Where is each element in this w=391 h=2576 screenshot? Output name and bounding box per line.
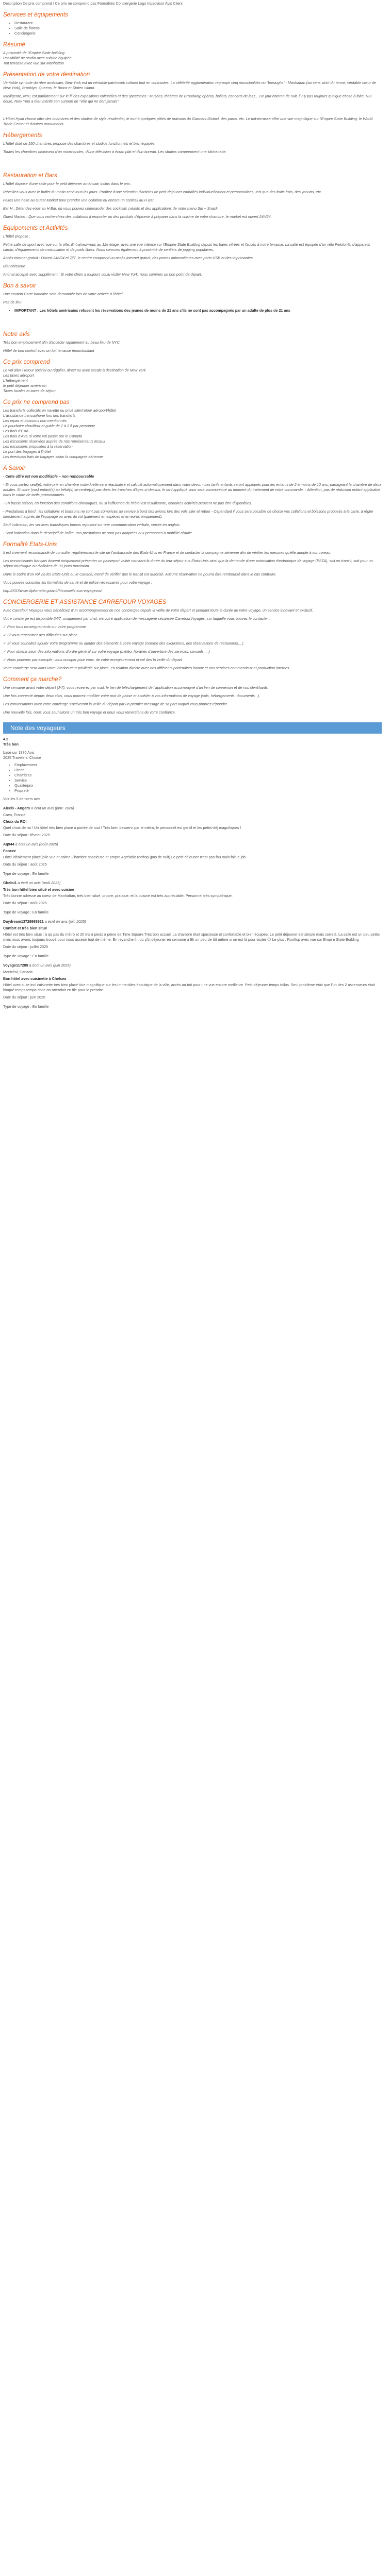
- review-body: Hôtel avec suite incl cuisinette très bien placé Vue magnifique sur les immeubles écoutique de la ville, accès au toit pour une vue encore meilleure. Petit déjeuner temps toilus. Seul problème était que l'un des 2 ascenseurs était bloqué temps temps donc on attendait en file pour le prendre.: [3, 982, 375, 992]
- review-item: [3, 919, 382, 950]
- paragraph: Une nouvelle fois, nous vous souhaitons un très bon voyage et nous vous remercions de votre confiance.: [3, 710, 176, 715]
- paragraph: Réveillez-vous avec le buffet du matin servi tous les jours. Profitez d'une sélection d'articles de petit-déjeuner emballés individuellement et personnalisés, tels que des fruits frais, des yaourts, etc.: [3, 190, 322, 194]
- review-trip-type: Type de voyage : En famille: [3, 1004, 49, 1009]
- travelers-choice: 2025 Travelers' Choice: [3, 755, 41, 760]
- paragraph: L'hôtel doté de 150 chambres propose des chambres et studios fonctionnels et bien équipés.: [3, 141, 156, 146]
- review-author: Alexis - Angers a écrit un avis (janv. 2026): [3, 806, 74, 810]
- list-item: • Literie: [14, 768, 382, 773]
- rating-value: 4.2: [3, 737, 8, 741]
- paragraph: - Sauf indication dans le descriptif de l'offre, nos prestations ne sont pas adaptées aux personnes à mobilité réduite.: [3, 531, 193, 535]
- list-item: ✓ Pour obtenir avoir des informations d'ordre général sur votre voyage (météo, horaires d'ouverture des services, conseils, ...): [3, 649, 210, 654]
- paragraph: Hôtel de bon confort avec un toit terrasse époustouflant: [3, 348, 94, 353]
- list-item: Le vol aller / retour spécial ou régulier, direct ou avec escale à destination de New York: [3, 368, 146, 372]
- paragraph: - Cette offre est non modifiable – non remboursable: [3, 474, 94, 479]
- reviews-list: [3, 806, 382, 1009]
- list-item: ✓ Pour tous renseignements sur votre programme: [3, 624, 86, 629]
- paragraph: Véritable symbole du rêve américain, New York est un véritable patchwork culturel tout en contrastes. La célébrité agglomération regroupe cinq municipalités ou "boroughs" : Manhattan (au sens strict du terme, véritable cœur de New York), Brooklyn, Queens, le Bronx et Staten Island.: [3, 80, 376, 90]
- review-trip-type: Type de voyage : En famille: [3, 910, 49, 914]
- review-item: [3, 954, 382, 959]
- paragraph: Guest Market : Que vous recherchiez des collations à emporter ou des produits d'épicerie à préparer dans la cuisine de votre chambre, le market est ouvert 24h/24.: [3, 214, 272, 219]
- prix-ne-comprend-title: Ce prix ne comprend pas: [3, 399, 70, 405]
- review-title: Choix du ROI: [3, 819, 27, 824]
- paragraph: Toutes les chambres disposent d'un micro-ondes, d'une télévision à écran plat et d'un bureau. Les studios comprennent une kitchenette.: [3, 149, 227, 154]
- criteria-list: [3, 762, 382, 793]
- paragraph: Sauf indication, les services touristiques fournis reposent sur une communication verbale, verrée en anglais: [3, 522, 180, 527]
- notre-avis-title: Notre avis: [3, 331, 30, 337]
- review-trip-type: Type de voyage : En famille: [3, 871, 49, 876]
- review-stay-date: Date du séjour : juillet 2025: [3, 944, 48, 949]
- review-author: Aq944 a écrit un avis (août 2025): [3, 842, 58, 846]
- resume-line: A proximité de l'Empire State building: [3, 50, 64, 55]
- paragraph: Accès internet gratuit : Ouvert 24h/24 et 7j/7, le centre comprend un accès Internet gratuit, des postes informatiques avec ports USB et des imprimantes.: [3, 256, 254, 260]
- paragraph: Votre concierge est disponible 24/7, uniquement par chat, via votre application de messagerie sécurisée CarrefourVoyages, sur laquelle vous pouvez le contacter :: [3, 616, 270, 621]
- review-title: Foncez: [3, 849, 16, 853]
- bon-savoir-title: Bon à savoir: [3, 283, 36, 289]
- list-item: • Salle de fitness: [14, 26, 382, 31]
- review-body: Hôtel est très bien situé : à qq pas du métro et 20 ms à pieds à peine de Time Square Très bon accueil La chambre était spacieuse et confortable et bien équipée. Le petit déjeuner est simple mais correct. La salle est un peu petite mais nous avons toujours trouvé pour nous asseoir tout de même. En revanche fin du p'tit déjeuner en semaine à 9h un peu de tôt même si on est là pour visiter 😉 Le plus : Rooftop avec vue sur Empire State Building: [3, 932, 380, 942]
- diplomatie-link[interactable]: http://XXXwww.diplomatie.gouv.fr/fr/conseils-aux-voyageurs/: [3, 588, 102, 593]
- tab-links[interactable]: Description Ce prix comprend / Ce prix ne comprend pas Formalités Conciergerie Logo tripadvisor Avis Client: [3, 1, 183, 6]
- prix-comprend-title: Ce prix comprend: [3, 359, 50, 365]
- review-item: [3, 880, 382, 906]
- paragraph: Animal accepté avec supplément : Si votre chien a toujours voulu visiter New York, nous sommes un bon point de départ.: [3, 272, 202, 277]
- comment-title: Comment ça marche?: [3, 676, 62, 683]
- paragraph: Votre concierge sera alors votre interlocuteur privilégié sur place, en relation directe avec nos différents partenaires locaux et nos services commerciaux et production internes.: [3, 666, 290, 670]
- resume-title: Résumé: [3, 42, 25, 48]
- paragraph: - Si vous partez seul(e), votre prix en chambre individuelle sera réactualisé et calculé automatiquement dans votre devis. - Les tarifs enfants seront appliqués pour les enfants de 2 à moins de 12 ans, partageant la chambre de deux adultes. Si votre (vos) enfant(s) au bébé(s) se rentre(nt) pas dans les tranches d'âges ci-dessus, le tarif appliqué vous sera communiqué au moment du traitement de votre commande. - Attention, pas de réduction enfant applicable dans le cadre de tarifs promotionnels.: [3, 482, 382, 497]
- list-item: ✓ Si vous souhaitez ajouter votre programme ou ajouter des éléments à votre voyage (comme des excursions, des réservations de restaurants,...): [3, 641, 243, 646]
- review-stay-date: Date du séjour : août 2025: [3, 901, 47, 905]
- resume-line: Toit terrasse avec vue sur Manhattan: [3, 61, 64, 65]
- review-stay-date: Date du séjour : février 2025: [3, 833, 50, 837]
- paragraph: Vous pouvez consulter les formalités de santé et de police nécessaires pour votre voyage :: [3, 580, 152, 585]
- rating-label: Très bon: [3, 742, 19, 747]
- review-item: [3, 910, 382, 915]
- review-stay-date: Date du séjour : août 2025: [3, 862, 47, 867]
- important-list: [3, 308, 382, 313]
- list-item: • Restaurant: [14, 21, 382, 26]
- review-item: [3, 1004, 382, 1009]
- review-item: [3, 871, 382, 876]
- list-item: Taxes locales et taxes de séjour: [3, 388, 56, 393]
- list-item: • Qualité/prix: [14, 783, 382, 788]
- list-item: ✓ Nous pouvons par exemple, vous occuper pour vous, de votre enregistrement et vol des la veille du départ: [3, 657, 182, 662]
- paragraph: Bar H : Détendez-vous au H Bar, où vous pouvez commander des cocktails créatifs et des applications de notre menu Sip + Snack.: [3, 206, 219, 211]
- paragraph: Faites une halte au Guest Market pour prendre une collation ou encore un cocktail au H Bar.: [3, 198, 155, 202]
- list-item: Le port des bagages à l'hôtel: [3, 449, 51, 454]
- list-item: • Emplacement: [14, 762, 382, 768]
- paragraph: L'Hôtel Hyatt House offre des chambres et des studios de style résidentiel, le tout à quelques pâtés de maisons du Garment District, des parcs, etc. Le toit-terrasse offre une vue magnifique sur l'Empire State Building, le World Trade Center et d'autres monuments.: [3, 116, 373, 126]
- paragraph: Il est vivement recommandé de consulter régulièrement le site de l'ambassade des Etats-Unis en France et de contacter la compagnie aérienne afin de vérifier les mesures qu'elle adopte à son niveau.: [3, 550, 332, 555]
- restauration-title: Restauration et Bars: [3, 173, 57, 179]
- review-body: Hôtel idéalement placé jolie vue et calme Chambre spacieuse et propre Agréable rooftop (pas de nuit) Le petit déjeuner n'est pas fou mais fait le job: [3, 855, 246, 859]
- review-author: Gbeloi1 a écrit un avis (août 2025): [3, 880, 61, 885]
- paragraph: Intelligente, NYC est parfaitement sur le fil des expositions culturelles et des spectacles : Musées, théâtres de Broadway, opéras, ballets, concerts de jazz... De jour comme de nuit, il n'y pas toujours quelque chose à faire. Nul doute, New York a bien mérité son surnom de "ville qui ne dort jamais".: [3, 94, 371, 104]
- paragraph: Les ressortissants français doivent uniquement présenter un passeport valide couvrant la durée du leur séjour aux États-Unis ainsi que la demande d'une autorisation électronique de voyage (ESTA), soit en transit, soit pour un séjour touristique ou d'affaires de 90 jours maximum.: [3, 558, 373, 568]
- list-item: • Propreté: [14, 788, 382, 793]
- paragraph: Les conversations avec votre concierge s'activeront la veille du départ par un premier message de sa part auquel vous pourrez répondre.: [3, 702, 229, 706]
- review-author: Voyage117289 a écrit un avis (juin 2025): [3, 963, 71, 968]
- equipements-title: Equipements et Activités: [3, 225, 68, 231]
- list-item: Les taxes aéroport: [3, 373, 34, 378]
- review-location: Montréal, Canada: [3, 970, 33, 974]
- list-item: Les frais d'Esta: [3, 429, 28, 433]
- resume-line: Possibilité de studio avec cuisine équipée: [3, 56, 72, 60]
- review-trip-type: Type de voyage : En famille: [3, 954, 49, 958]
- list-item: Les excursions proposées à la réservation: [3, 444, 73, 449]
- list-item: Les frais d'AVE si votre vol passe par le Canada: [3, 434, 83, 438]
- review-item: [3, 963, 382, 1000]
- a-savoir-title: A Savoir: [3, 465, 26, 471]
- paragraph: Une fois connecté depuis deux clics, vous pourrez modifier votre mot de passe et accéder à vos informations de voyage (vols, hébergements, documents...).: [3, 693, 260, 698]
- formalite-title: Formalité Etats-Unis: [3, 541, 57, 548]
- paragraph: Une caution Carte bancaire sera demandée lors de votre arrivée à l'hôtel.: [3, 292, 124, 296]
- review-item: [3, 806, 382, 838]
- paragraph: L'hôtel propose :: [3, 234, 30, 239]
- paragraph: Très bon emplacement afin d'accéder rapidement au beau lieu de NYC.: [3, 340, 121, 345]
- based-on: basé sur 1370 Avis: [3, 750, 35, 755]
- list-item: Les transferts collectifs en navette ou privé aller/retour aéroport/hôtel: [3, 408, 116, 413]
- list-item: Les excursions réservées auprès de nos représentants locaux: [3, 439, 105, 444]
- paragraph: Avec Carrefour Voyages vous bénéficiez d'un accompagnement de nos concierges depuis la veille de votre départ et pendant toute la durée de votre voyage, un service innovant et exclusif.: [3, 608, 313, 613]
- review-title: Très bon hôtel bien situé et avec cuisine: [3, 887, 74, 892]
- paragraph: Une semaine avant votre départ (J-7), vous recevrez par mail, le lien de téléchargement de l'application accompagné d'un lien de connexion et de vos identifiants.: [3, 685, 269, 690]
- paragraph: L'hôtel dispose d'une salle pour le petit déjeuner américain inclus dans le prix.: [3, 181, 131, 186]
- paragraph: - En basse saison, en fonction des conditions climatiques, ou si l'affluence de l'hôtel est insuffisante, certaines activités peuvent ne pas être disponibles.: [3, 501, 252, 505]
- list-item: • Conciergerie: [14, 31, 382, 36]
- review-title: Bon hôtel avec cuisinette à Chelsea: [3, 976, 67, 981]
- list-item: L'hébergement: [3, 378, 28, 383]
- paragraph: - Prestations à bord : les collations et boissons ne sont pas comprises au service à bord des avions lors des vols aller et retour - Cependant il vous sera possible de choisir vos collations et boissons proposés à la carte, à régler directement auprès de l'équipage ou avec du vol (paiement en espèces et en euros uniquement).: [3, 509, 373, 519]
- services-list: [3, 21, 382, 36]
- list-item: • Chambres: [14, 773, 382, 778]
- paragraph: Pas de lieu: [3, 300, 22, 304]
- review-stay-date: Date du séjour : juin 2025: [3, 995, 45, 999]
- list-item: Le pourboire chauffeur et guide de 1 à 2 $ par personne: [3, 423, 95, 428]
- review-body: Quel choix de roi ! Un hôtel très bien placé à portée de tout ! Très bien desservi par le métro, le personnel est gentil et les petits-déj magnifiques !: [3, 825, 241, 830]
- paragraph: Blanchisserie: [3, 264, 25, 268]
- paragraph: Dans le cadre d'un vol via les États-Unis ou le Canada, merci de vérifier que le transit est autorisé. Aucune réservation ne pourra être remboursé dans le cas contraire.: [3, 572, 277, 577]
- list-item: Les repas et boissons non mentionnés: [3, 418, 67, 423]
- hebergements-title: Hébergements: [3, 132, 42, 139]
- review-title: Confort et très bien situé: [3, 926, 47, 930]
- list-item: le petit déjeuner américain: [3, 383, 47, 388]
- list-item: • Service: [14, 778, 382, 783]
- important-note: • IMPORTANT : Les hôtels américains refusent les réservations des jeunes de moins de 21 ans s'ils ne sont pas accompagnés par un adulte de plus de 21 ans: [14, 308, 382, 313]
- list-item: L'assistance francophone lors des transferts: [3, 413, 76, 418]
- notes-banner: Note des voyageurs: [3, 722, 382, 734]
- review-location: Caen, France: [3, 812, 26, 817]
- review-item: [3, 842, 382, 867]
- review-body: Très bonne adresse au coeur de Manhattan, très bien situé, propre, pratique, et la cuisine est très appréciable. Personnel très sympathique.: [3, 893, 233, 898]
- presentation-title: Présentation de votre destination: [3, 72, 90, 78]
- list-item: Les éventuels frais de bagages selon la compagnie aérienne: [3, 454, 103, 459]
- services-title: Services et équipements: [3, 12, 68, 18]
- page: [0, 0, 385, 1019]
- recent-reviews-link[interactable]: Voir les 5 derniers avis: [3, 796, 41, 801]
- list-item: ✓ Si vous rencontrez des difficultés sur place: [3, 633, 78, 637]
- review-author: Daydream13729988921 a écrit un avis (juil. 2025): [3, 919, 86, 924]
- conciergerie-title: CONCIERGERIE ET ASSISTANCE CARREFOUR VOYAGES: [3, 599, 167, 605]
- paragraph: Petite salle de sport avec vue sur la ville. Entraînez-vous au 12e étage, avec une vue intense sur l'Empire State Building depuis les baies vitrées et l'accès à notre terrasse. La salle est équipée d'un vélo Peloton®, d'appareils cardio, d'équipements de musculation et de poids libres. Nous sommes également à proximité de sentiers de jogging populaires.: [3, 242, 370, 252]
